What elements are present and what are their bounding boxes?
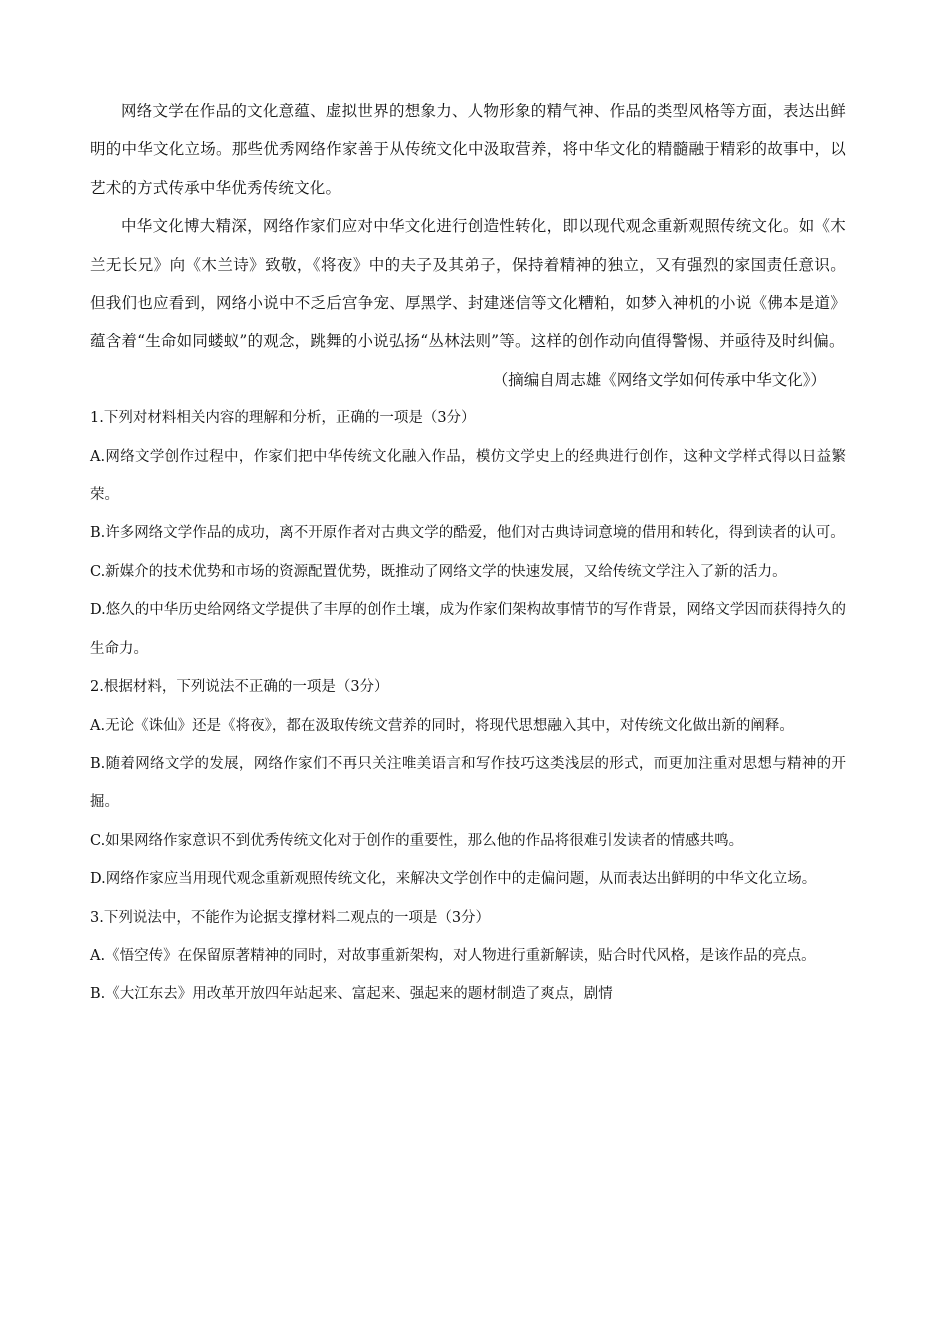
option-d: D.悠久的中华历史给网络文学提供了丰厚的创作土壤，成为作家们架构故事情节的写作背景，网络文学因而获得持久的生命力。: [90, 602, 846, 657]
option-b: B.随着网络文学的发展，网络作家们不再只关注唯美语言和写作技巧这类浅层的形式，而更加注重对思想与精神的开掘。: [90, 755, 846, 811]
question-stem: 1.下列对材料相关内容的理解和分析，正确的一项是（3分）: [90, 410, 476, 427]
option-c: C.如果网络作家意识不到优秀传统文化对于创作的重要性，那么他的作品将很难引发读者的情感共鸣。: [90, 832, 744, 849]
question-3: [90, 899, 846, 1014]
document-page: [90, 92, 846, 1014]
question-stem: 2.根据材料，下列说法不正确的一项是（3分）: [90, 679, 389, 696]
question-1: [90, 399, 846, 668]
source-citation: （摘编自周志雄《网络文学如何传承中华文化》）: [492, 370, 826, 389]
option-a: A.无论《诛仙》还是《将夜》，都在汲取传统文营养的同时，将现代思想融入其中，对传统文化做出新的阐释。: [90, 717, 794, 734]
question-2: [90, 668, 846, 898]
option-a: A.《悟空传》在保留原著精神的同时，对故事重新架构，对人物进行重新解读，贴合时代风格，是该作品的亮点。: [90, 947, 816, 964]
option-a: A.网络文学创作过程中，作家们把中华传统文化融入作品，模仿文学史上的经典进行创作，这种文学样式得以日益繁荣。: [90, 448, 846, 504]
body-paragraph-1: 网络文学在作品的文化意蕴、虚拟世界的想象力、人物形象的精气神、作品的类型风格等方面，表达出鲜明的中华文化立场。那些优秀网络作家善于从传统文化中汲取营养，将中华文化的精髓融于精彩的故事中，以艺术的方式传承中华优秀传统文化。: [90, 102, 846, 197]
option-b: B.《大江东去》用改革开放四年站起来、富起来、强起来的题材制造了爽点，剧情: [90, 986, 613, 1003]
body-paragraph-2: 中华文化博大精深，网络作家们应对中华文化进行创造性转化，即以现代观念重新观照传统文化。如《木兰无长兄》向《木兰诗》致敬，《将夜》中的夫子及其弟子，保持着精神的独立，又有强烈的家国责任意识。但我们也应看到，网络小说中不乏后宫争宠、厚黑学、封建迷信等文化糟粕，如梦入神机的小说《佛本是道》蕴含着“生命如同蝼蚁”的观念，跳舞的小说弘扬“丛林法则”等。这样的创作动向值得警惕、并亟待及时纠偏。: [90, 217, 846, 351]
option-b: B.许多网络文学作品的成功，离不开原作者对古典文学的酷爱，他们对古典诗词意境的借用和转化，得到读者的认可。: [90, 525, 845, 542]
option-d: D.网络作家应当用现代观念重新观照传统文化，来解决文学创作中的走偏问题，从而表达出鲜明的中华文化立场。: [90, 871, 817, 888]
option-c: C.新媒介的技术优势和市场的资源配置优势，既推动了网络文学的快速发展，又给传统文学注入了新的活力。: [90, 563, 787, 580]
question-stem: 3.下列说法中，不能作为论据支撑材料二观点的一项是（3分）: [90, 909, 491, 926]
